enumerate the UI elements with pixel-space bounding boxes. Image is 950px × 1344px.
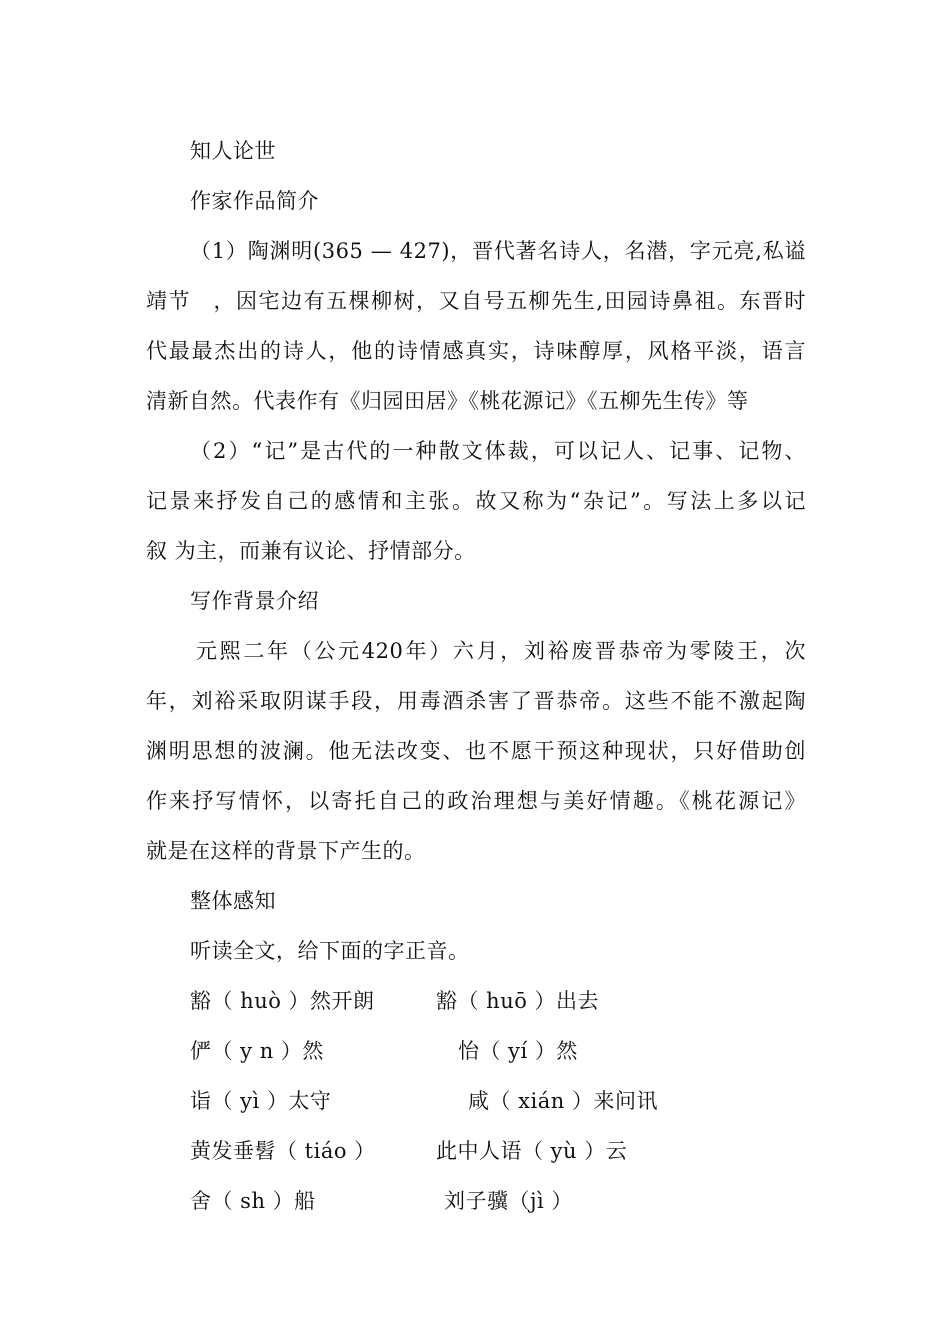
- intro-p1-line-2: 靖节 ，因宅边有五棵柳树，又自号五柳先生,田园诗鼻祖。东晋时: [146, 289, 806, 313]
- pinyin-item: 此中人语（ yù ）云: [436, 1139, 628, 1163]
- pinyin-row-1: [190, 986, 806, 1016]
- intro-p2-line-1: （2）“记”是古代的一种散文体裁，可以记人、记事、记物、: [190, 439, 806, 463]
- heading-author-works: 作家作品简介: [190, 189, 319, 213]
- heading-overall-perception: 整体感知: [190, 889, 276, 913]
- pinyin-row-2: [190, 1036, 806, 1066]
- intro-p1-line-1: （1）陶渊明(365 — 427)，晋代著名诗人，名潜，字元亮,私谥: [190, 239, 806, 263]
- pinyin-item: 豁（ huō ）出去: [436, 989, 600, 1013]
- pinyin-item: 黄发垂髫（ tiáo ）: [190, 1139, 376, 1163]
- background-line-2: 年，刘裕采取阴谋手段，用毒酒杀害了晋恭帝。这些不能不激起陶: [146, 689, 806, 713]
- pinyin-row-5: [190, 1186, 806, 1216]
- pinyin-item: 怡（ yí ）然: [458, 1039, 578, 1063]
- pinyin-instruction: 听读全文，给下面的字正音。: [190, 939, 470, 963]
- pinyin-row-3: [190, 1086, 806, 1116]
- pinyin-item: 豁（ huò ）然开朗: [190, 989, 375, 1013]
- intro-p1-line-3: 代最最杰出的诗人，他的诗情感真实，诗味醇厚，风格平淡，语言: [146, 339, 806, 363]
- intro-p2-line-2: 记景来抒发自己的感情和主张。故又称为“杂记”。写法上多以记: [146, 489, 806, 513]
- pinyin-item: 诣（ yì ）太守: [190, 1089, 332, 1113]
- pinyin-item: 咸（ xián ）来问讯: [468, 1089, 658, 1113]
- intro-p2-line-3: 叙 为主，而兼有议论、抒情部分。: [146, 539, 476, 563]
- pinyin-item: 俨（ y n ）然: [190, 1039, 324, 1063]
- background-line-1: 元熙二年（公元420年）六月，刘裕废晋恭帝为零陵王，次: [196, 639, 806, 663]
- intro-p1-line-4: 清新自然。代表作有《归园田居》《桃花源记》《五柳先生传》等: [146, 389, 749, 413]
- pinyin-item: 舍（ sh ）船: [190, 1189, 316, 1213]
- background-line-4: 作来抒写情怀，以寄托自己的政治理想与美好情趣。《桃花源记》: [146, 789, 806, 813]
- background-line-3: 渊明思想的波澜。他无法改变、也不愿干预这种现状，只好借助创: [146, 739, 806, 763]
- pinyin-row-4: [190, 1136, 806, 1166]
- heading-zhiren-lunshi: 知人论世: [190, 139, 276, 163]
- pinyin-item: 刘子骥（jì ）: [444, 1189, 573, 1213]
- heading-writing-background: 写作背景介绍: [190, 589, 319, 613]
- background-line-5: 就是在这样的背景下产生的。: [146, 839, 426, 863]
